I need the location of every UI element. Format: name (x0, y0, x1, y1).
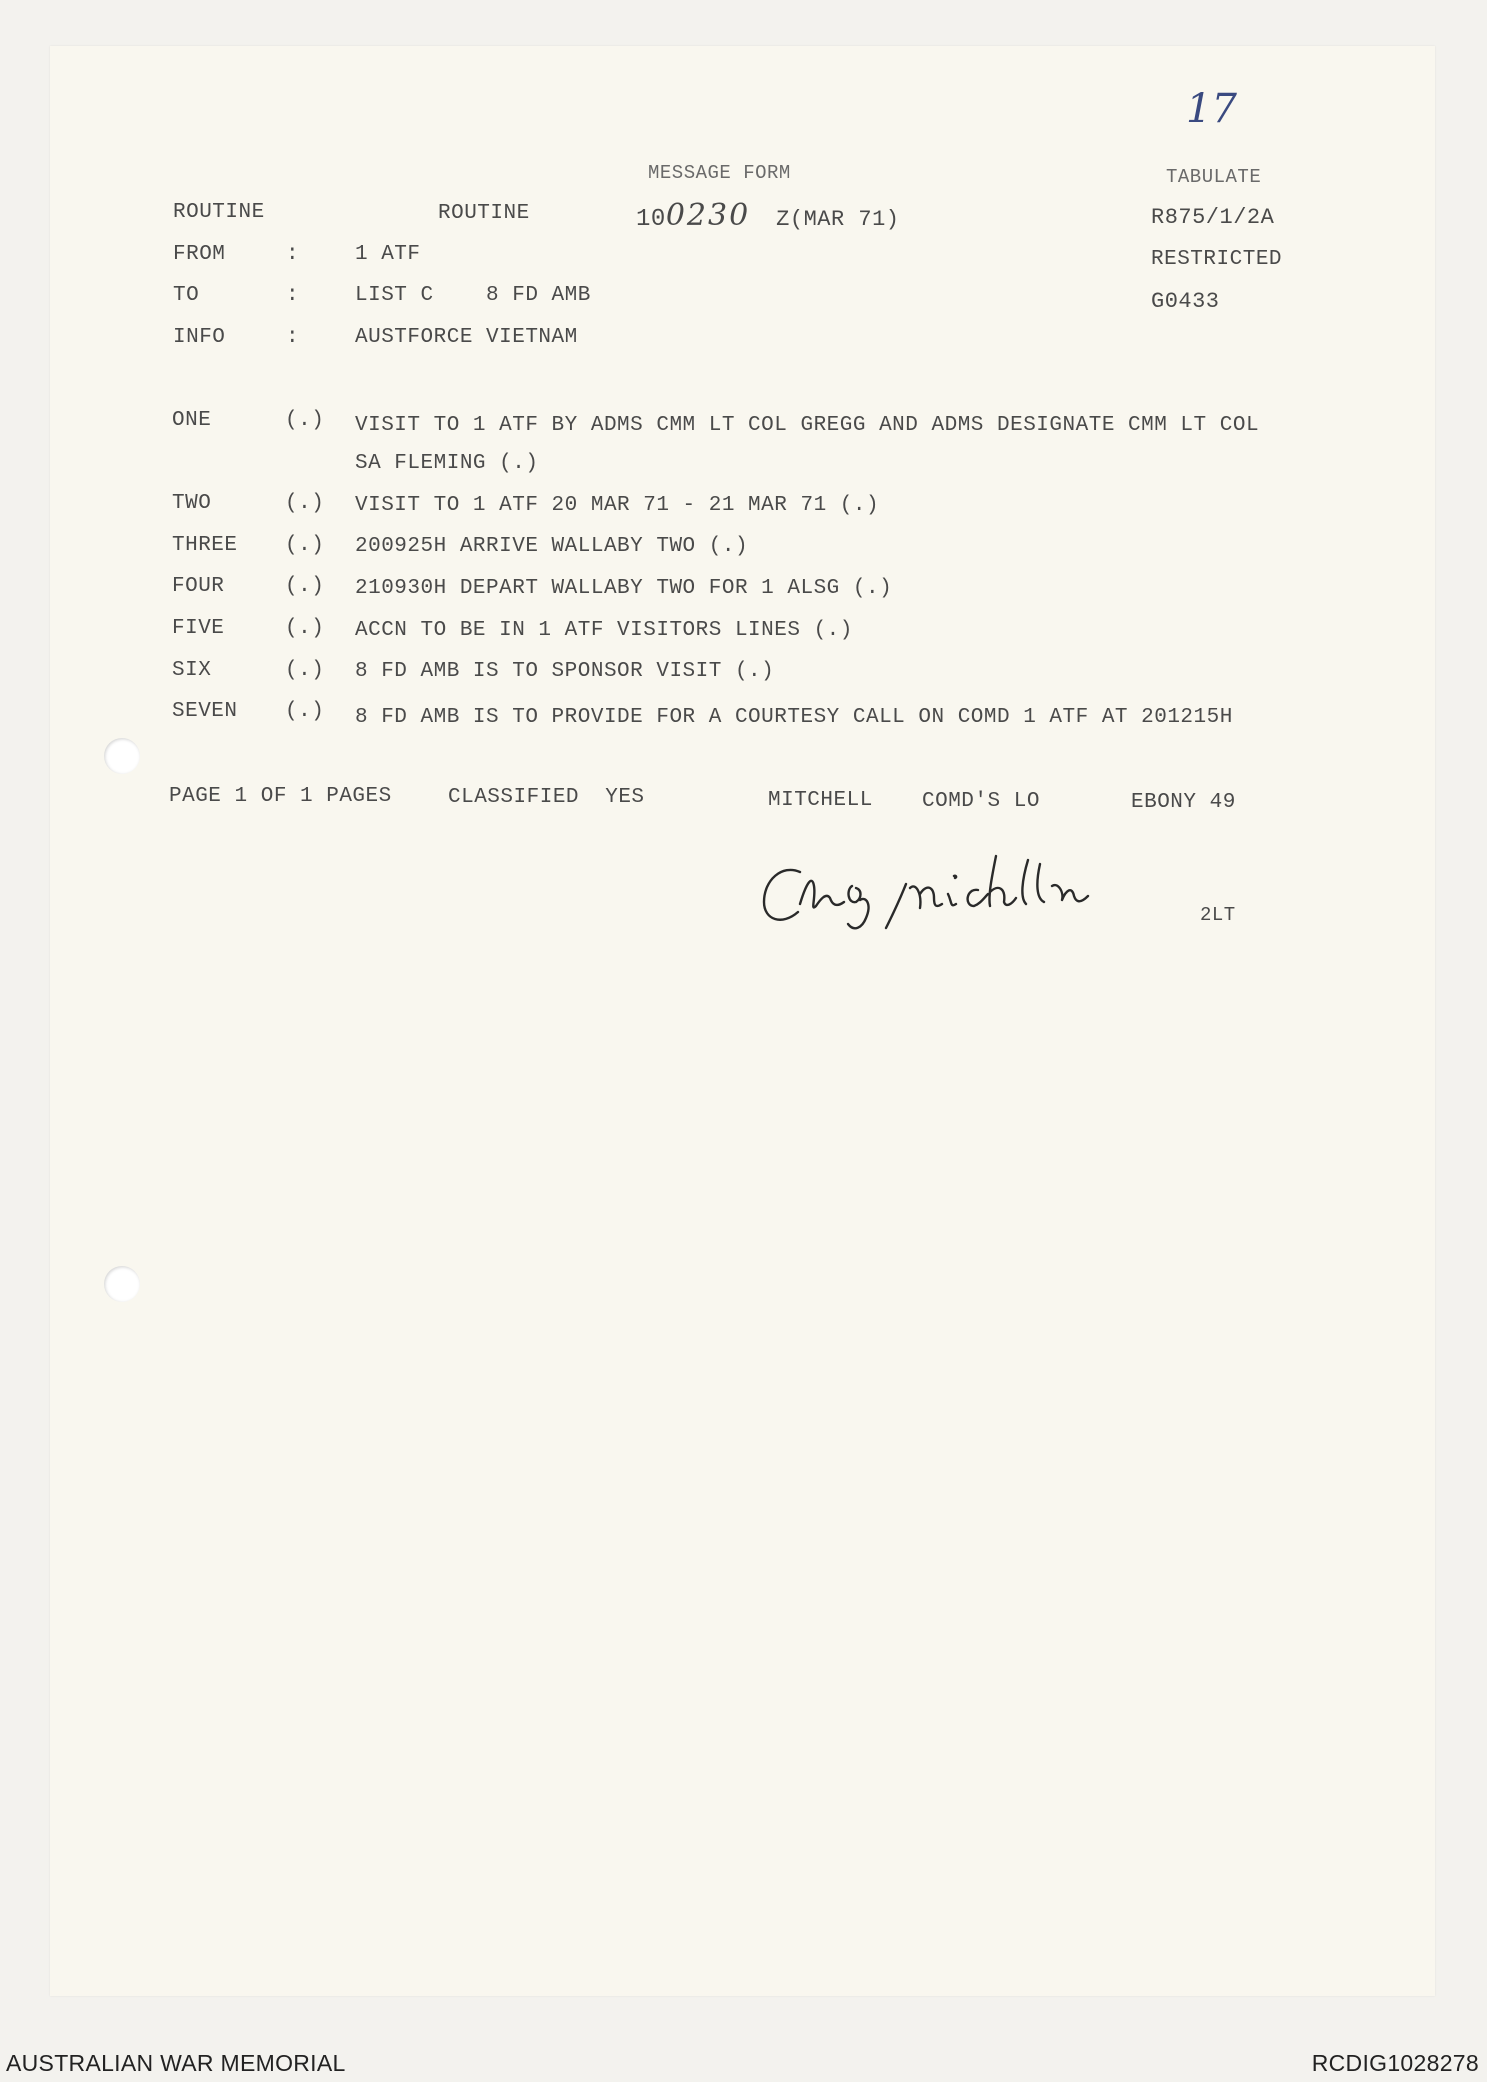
page-count: PAGE 1 OF 1 PAGES (169, 785, 392, 808)
paragraph-mark: (.) (285, 659, 325, 682)
paragraph-number: THREE (172, 534, 238, 557)
dtg-handwritten: 0230 (665, 198, 751, 233)
tabulate-label: TABULATE (1166, 166, 1262, 188)
paragraph-continuation: SA FLEMING (.) (355, 452, 539, 475)
paragraph-text: 8 FD AMB IS TO SPONSOR VISIT (.) (355, 660, 775, 683)
message-number: G0433 (1151, 289, 1220, 314)
security-classification: RESTRICTED (1151, 248, 1283, 271)
paragraph-number: SEVEN (172, 700, 238, 723)
precedence-info: ROUTINE (438, 202, 530, 225)
info-value: AUSTFORCE VIETNAM (355, 326, 578, 349)
page-number: 17 (1186, 86, 1237, 132)
paragraph-text: ACCN TO BE IN 1 ATF VISITORS LINES (.) (355, 619, 853, 642)
punch-hole-bottom (104, 1266, 140, 1302)
paragraph-number: SIX (172, 659, 212, 682)
form-title: MESSAGE FORM (648, 162, 791, 184)
handwritten-signature (756, 846, 1146, 946)
paragraph-mark: (.) (285, 617, 325, 640)
dtg-suffix: Z(MAR 71) (776, 207, 900, 232)
paragraph-text: VISIT TO 1 ATF BY ADMS CMM LT COL GREGG AND ADMS DESIGNATE CMM LT COL (355, 414, 1260, 437)
paragraph-text: 210930H DEPART WALLABY TWO FOR 1 ALSG (.) (355, 577, 893, 600)
from-value: 1 ATF (355, 243, 421, 266)
punch-hole-top (104, 738, 140, 774)
paragraph-mark: (.) (285, 409, 325, 432)
paragraph-mark: (.) (285, 492, 325, 515)
to-separator: : (286, 284, 300, 307)
originator-appointment: COMD'S LO (922, 790, 1040, 813)
date-time-group (636, 198, 900, 233)
paragraph-mark: (.) (285, 534, 325, 557)
signature-scribble (756, 846, 1146, 946)
paragraph-number: FOUR (172, 575, 225, 598)
paragraph-mark: (.) (285, 700, 325, 723)
message-form-sheet (50, 46, 1435, 1996)
from-separator: : (286, 243, 300, 266)
paragraph-mark: (.) (285, 575, 325, 598)
archive-item-id: RCDIG1028278 (1311, 2050, 1479, 2076)
info-label: INFO (173, 326, 226, 349)
paragraph-number: FIVE (172, 617, 225, 640)
originator-telephone: EBONY 49 (1131, 791, 1236, 814)
precedence-action: ROUTINE (173, 201, 265, 224)
to-value: LIST C 8 FD AMB (355, 284, 591, 307)
info-separator: : (286, 326, 300, 349)
paragraph-text: VISIT TO 1 ATF 20 MAR 71 - 21 MAR 71 (.) (355, 494, 880, 517)
file-reference: R875/1/2A (1151, 205, 1275, 230)
dtg-prefix: 10 (636, 206, 666, 233)
paragraph-text: 200925H ARRIVE WALLABY TWO (.) (355, 535, 749, 558)
originator-name: MITCHELL (768, 789, 873, 812)
archive-institution: AUSTRALIAN WAR MEMORIAL (6, 2050, 346, 2076)
to-label: TO (173, 284, 200, 307)
classified-flag: CLASSIFIED YES (448, 786, 645, 809)
from-label: FROM (173, 243, 226, 266)
paragraph-text: 8 FD AMB IS TO PROVIDE FOR A COURTESY CALL ON COMD 1 ATF AT 201215H (355, 706, 1233, 729)
paragraph-number: TWO (172, 492, 212, 515)
paragraph-number: ONE (172, 409, 212, 432)
signature-rank: 2LT (1200, 904, 1236, 926)
